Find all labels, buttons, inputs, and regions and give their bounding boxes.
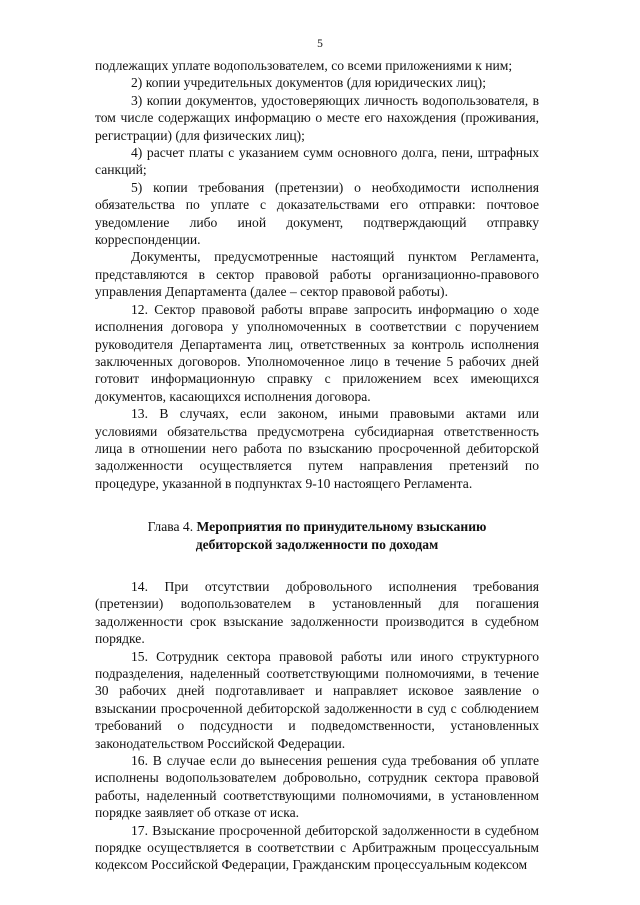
paragraph-clause-17: 17. Взыскание просроченной дебиторской задолженности в судебном порядке осуществляется в соответствии с Арбитражным процессуальным кодексом Российской Федерации, Гражданским процессуальным кодексом [95, 822, 539, 873]
chapter-title-line-1: Мероприятия по принудительному взысканию [196, 519, 487, 535]
paragraph-documents-note: Документы, предусмотренные настоящий пунктом Регламента, представляются в сектор правовой работы организационно-правового управления Департамента (далее – сектор правовой работы). [95, 249, 539, 300]
paragraph-item-4: 4) расчет платы с указанием сумм основного долга, пени, штрафных санкций; [95, 145, 539, 178]
paragraph-clause-15: 15. Сотрудник сектора правовой работы или иного структурного подразделения, наделенный соответствующими полномочиями, в течение 30 рабочих дней подготавливает и направляет исковое заявление о взыскании просроченной дебиторской задолженности в суд с соблюдением требований о подсудности и подведомственности, установленных законодательством Российской Федерации. [95, 648, 539, 751]
paragraph-clause-13: 13. В случаях, если законом, иными правовыми актами или условиями обязательства предусмотрена субсидиарная ответственность лица в отношении него работа по взысканию просроченной дебиторской задолженности осуществляется путем направления претензий по процедуре, указанной в подпунктах 9-10 настоящего Регламента. [95, 406, 539, 491]
chapter-title-line-2: дебиторской задолженности по доходам [195, 536, 439, 552]
chapter-heading [95, 518, 539, 553]
chapter-number: Глава 4. [147, 519, 194, 535]
paragraph-clause-12: 12. Сектор правовой работы вправе запросить информацию о ходе исполнения договора у уполномоченных в соответствии с поручением руководителя Департамента лиц, ответственных за контроль исполнения заключенных договоров. Уполномоченное лицо в течение 5 рабочих дней готовит информационную справку с приложением всех имеющихся документов, касающихся исполнения договора. [95, 301, 539, 404]
paragraph-item-2: 2) копии учредительных документов (для юридических лиц); [131, 75, 486, 91]
paragraph-clause-14: 14. При отсутствии добровольного исполнения требования (претензии) водопользователем в установленный для погашения задолженности срок взыскание задолженности производится в судебном порядке. [95, 578, 539, 647]
paragraph-item-5: 5) копии требования (претензии) о необходимости исполнения обязательства по уплате с доказательствами его отправки: почтовое уведомление либо иной документ, подтверждающий отправку корреспонденции. [95, 179, 539, 248]
paragraph-continuation: подлежащих уплате водопользователем, со всеми приложениями к ним; [95, 58, 513, 73]
page-number: 5 [317, 38, 323, 50]
paragraph-item-3: 3) копии документов, удостоверяющих личность водопользователя, в том числе содержащих информацию о месте его нахождения (проживания, регистрации) (для физических лиц); [95, 92, 539, 143]
document-body [95, 57, 539, 874]
paragraph-clause-16: 16. В случае если до вынесения решения суда требования об уплате исполнены водопользователем добровольно, сотрудник сектора правовой работы, наделенный соответствующими полномочиями, в установленном порядке заявляет об отказе от иска. [95, 753, 539, 821]
